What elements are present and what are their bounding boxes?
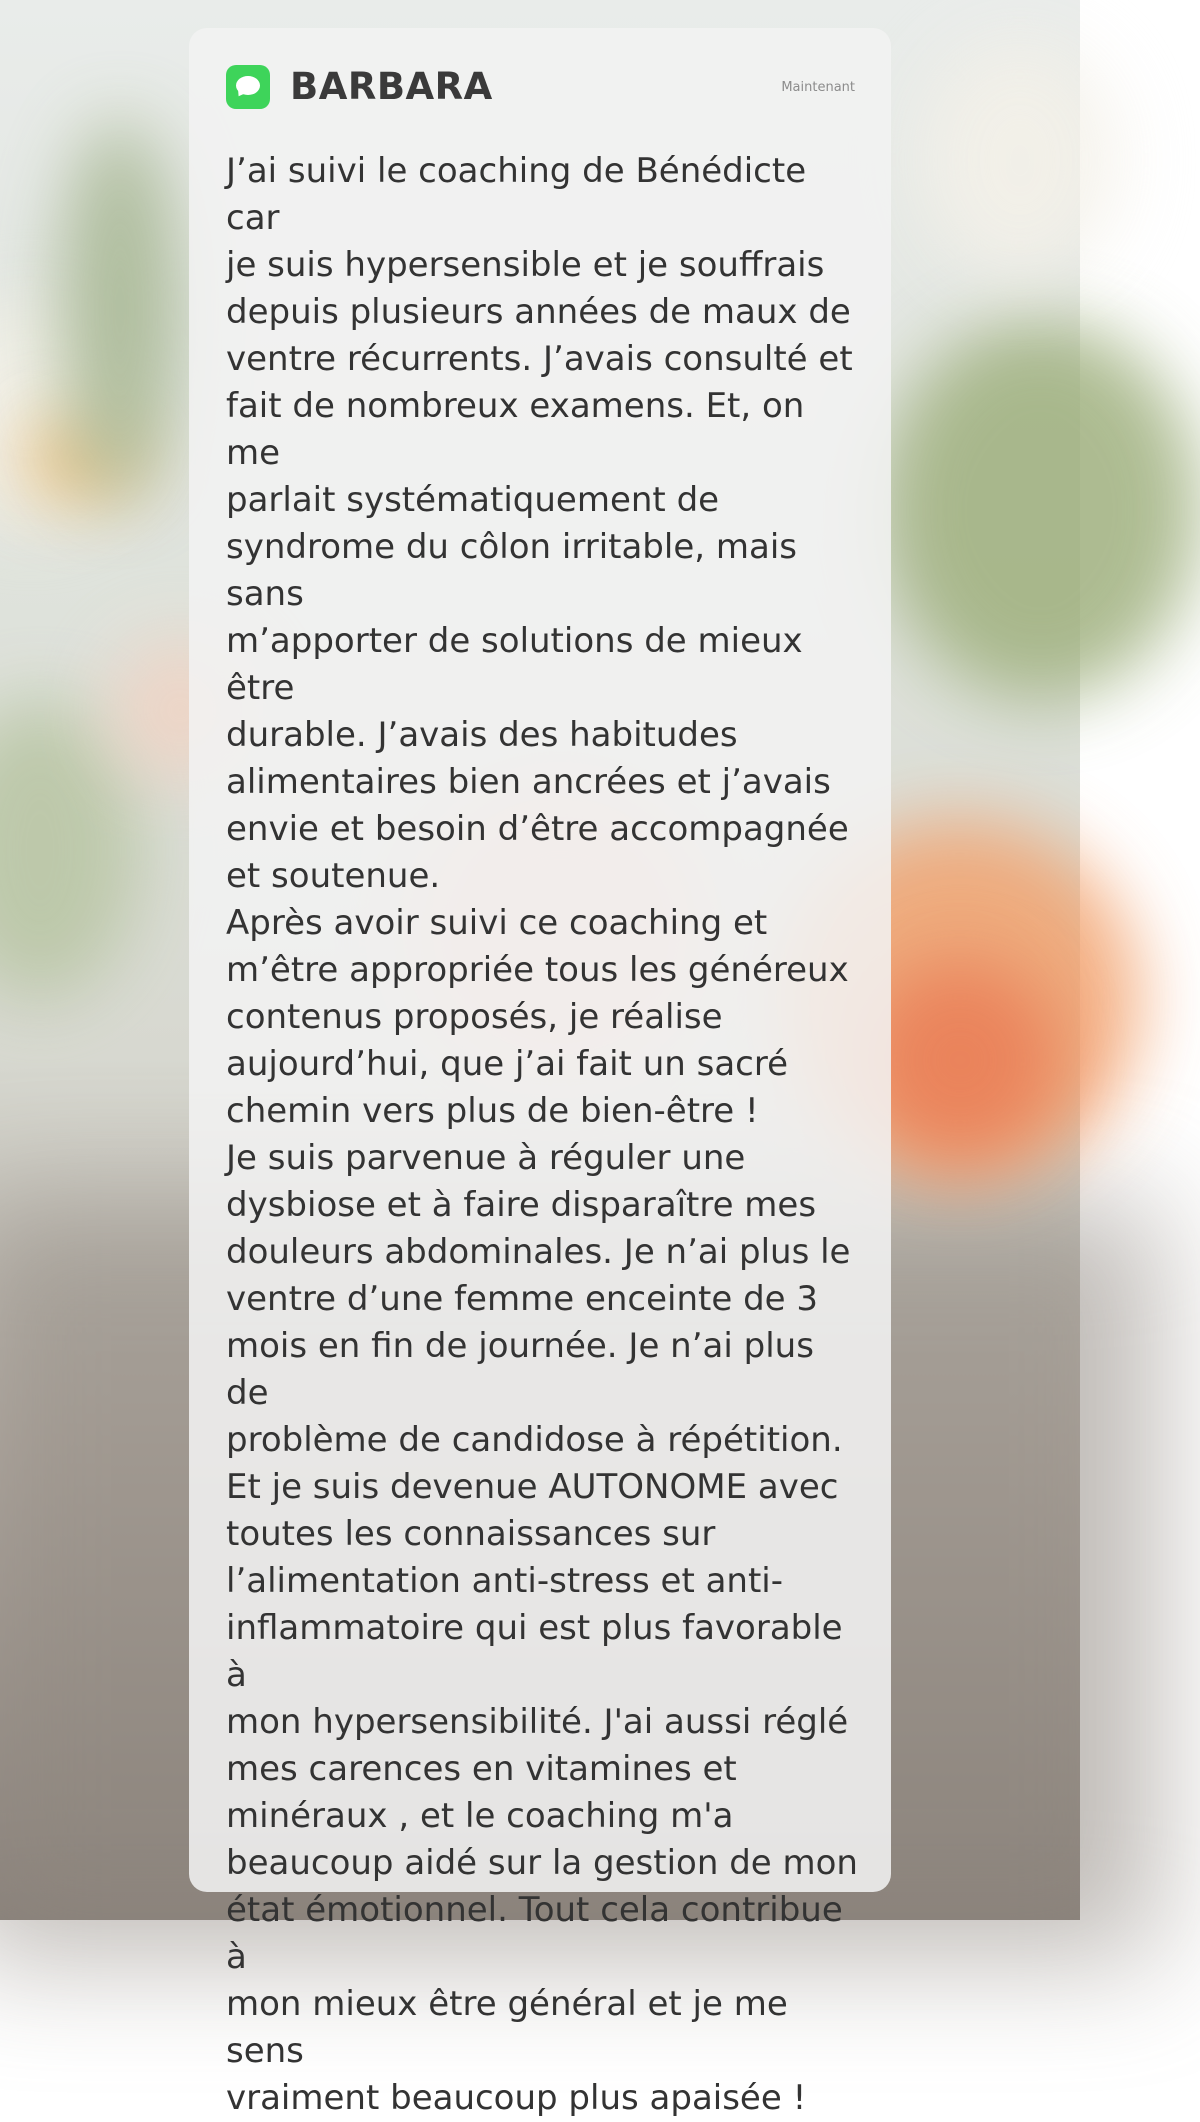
notification-card[interactable]	[189, 28, 891, 2118]
notification-time: Maintenant	[781, 80, 855, 95]
messages-icon	[226, 65, 270, 109]
message-body: J’ai suivi le coaching de Bénédicte car je suis hypersensible et je souffrais depuis plusieurs années de maux de ventre récurrents. J’avais consulté et fait de nombreux examens. Et, on me parlait systématiquement de syndrome du côlon irritable, mais sans m’apporter de solutions de mieux être durable. J’avais des habitudes alimentaires bien ancrées et j’avais envie et besoin d’être accompagnée et soutenue. Après avoir suivi ce coaching et m’être appropriée tous les généreux contenus proposés, je réalise aujourd’hui, que j’ai fait un sacré chemin vers plus de bien-être ! Je suis parvenue à réguler une dysbiose et à faire disparaître mes douleurs abdominales. Je n’ai plus le ventre d’une femme enceinte de 3 mois en fin de journée. Je n’ai plus de problème de candidose à répétition. Et je suis devenue AUTONOME avec toutes les connaissances sur l’alimentation anti-stress et anti- inflammatoire qui est plus favorable à mon hypersensibilité. J'ai aussi réglé mes carences en vitamines et minéraux , et le coaching m'a beaucoup aidé sur la gestion de mon état émotionnel. Tout cela contribue à mon mieux être général et je me sens vraiment beaucoup plus apaisée !	[226, 151, 858, 2118]
sender-name: BARBARA	[290, 65, 493, 108]
